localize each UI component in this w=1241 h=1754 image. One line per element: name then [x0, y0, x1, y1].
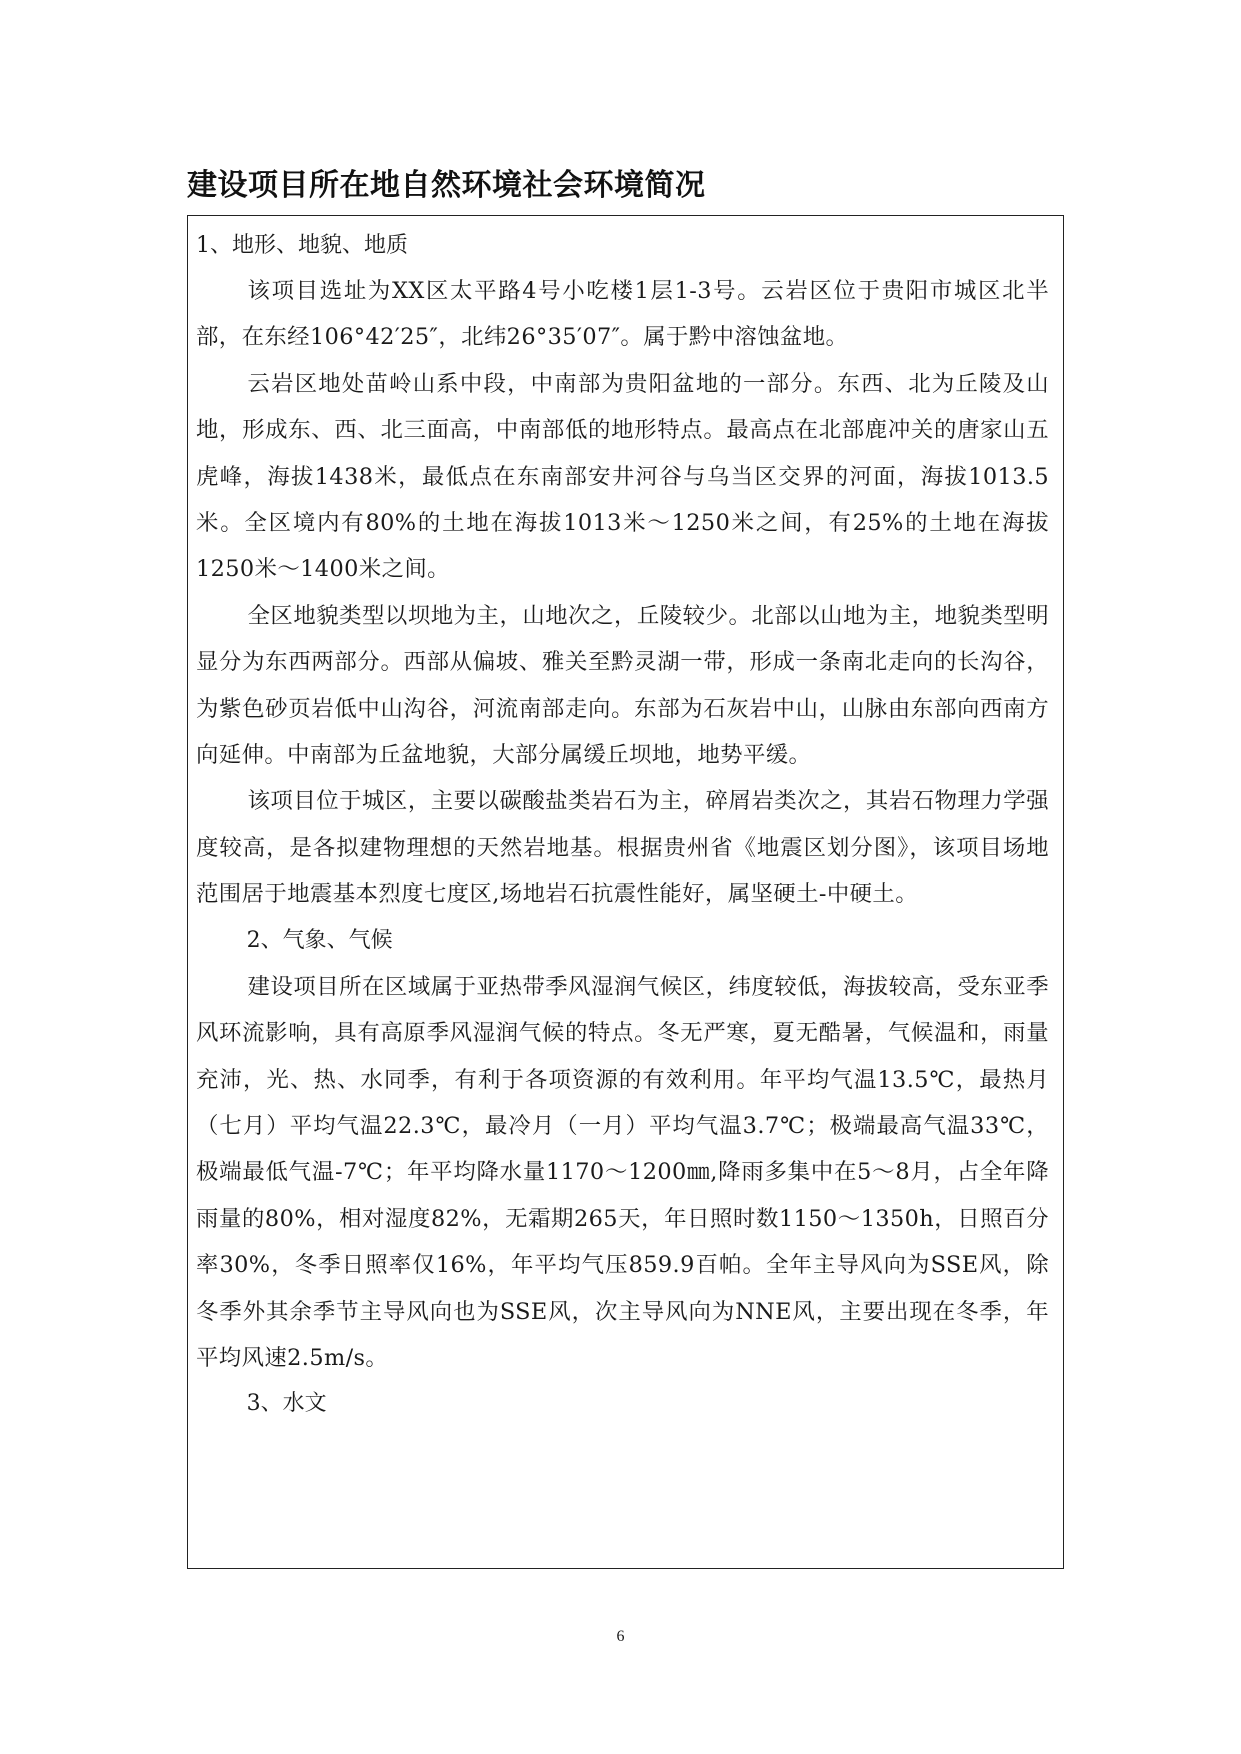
paragraph-landform: 全区地貌类型以坝地为主，山地次之，丘陵较少。北部以山地为主，地貌类型明显分为东西两部分。西部从偏坡、雅关至黔灵湖一带，形成一条南北走向的长沟谷，为紫色砂页岩低中山沟谷，河流南部走向。东部为石灰岩中山，山脉由东部向西南方向延伸。中南部为丘盆地貌，大部分属缓丘坝地，地势平缓。 [196, 602, 1049, 769]
section-heading-terrain: 1、地形、地貌、地质 [196, 233, 408, 258]
paragraph-geology: 该项目位于城区，主要以碳酸盐类岩石为主，碎屑岩类次之，其岩石物理力学强度较高，是各拟建物理想的天然岩地基。根据贵州省《地震区划分图》，该项目场地范围居于地震基本烈度七度区,场地岩石抗震性能好，属坚硬土-中硬土。 [196, 788, 1049, 908]
paragraph-topography: 云岩区地处苗岭山系中段，中南部为贵阳盆地的一部分。东西、北为丘陵及山地，形成东、西、北三面高，中南部低的地形特点。最高点在北部鹿冲关的唐家山五虎峰，海拔1438米，最低点在东南部安井河谷与乌当区交界的河面，海拔1013.5米。全区境内有80%的土地在海拔1013米～1250米之间，有25%的土地在海拔1250米～1400米之间。 [196, 370, 1049, 583]
section-heading-climate: 2、气象、气候 [246, 927, 393, 953]
page-number: 6 [616, 1628, 625, 1645]
paragraph-location: 该项目选址为XX区太平路4号小吃楼1层1-3号。云岩区位于贵阳市城区北半部，在东经106°42′25″，北纬26°35′07″。属于黔中溶蚀盆地。 [196, 278, 1049, 351]
paragraph-climate: 建设项目所在区域属于亚热带季风湿润气候区，纬度较低，海拔较高，受东亚季风环流影响，具有高原季风湿润气候的特点。冬无严寒，夏无酷暑，气候温和，雨量充沛，光、热、水同季，有利于各项资源的有效利用。年平均气温13.5℃，最热月（七月）平均气温22.3℃，最冷月（一月）平均气温3.7℃；极端最高气温33℃，极端最低气温-7℃；年平均降水量1170～1200㎜,降雨多集中在5～8月，占全年降雨量的80%，相对湿度82%，无霜期265天，年日照时数1150～1350h，日照百分率30%，冬季日照率仅16%，年平均气压859.9百帕。全年主导风向为SSE风，除冬季外其余季节主导风向也为SSE风，次主导风向为NNE风，主要出现在冬季，年平均风速2.5m/s。 [196, 973, 1049, 1371]
section-heading-hydrology: 3、水文 [246, 1391, 327, 1417]
content-table-cell [187, 215, 1064, 1569]
page-title: 建设项目所在地自然环境社会环境简况 [187, 168, 706, 203]
